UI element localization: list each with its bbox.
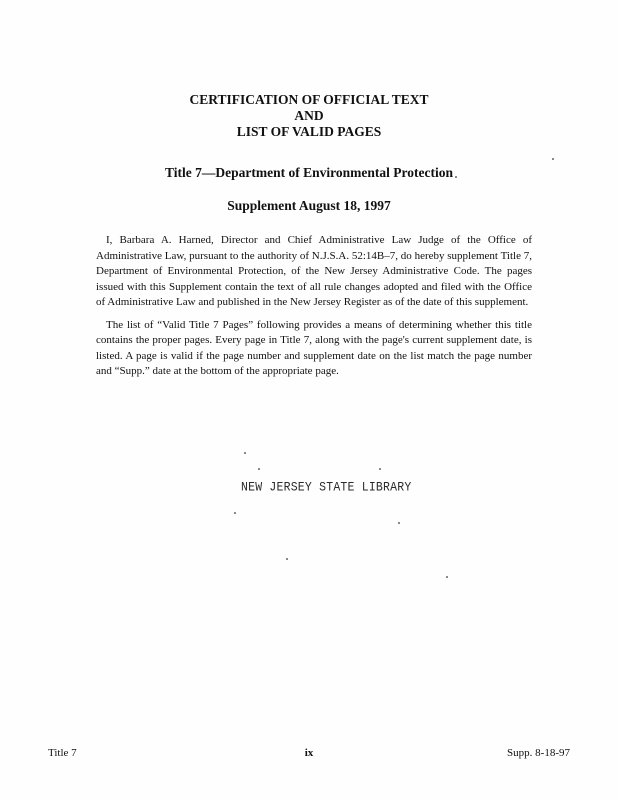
library-stamp: NEW JERSEY STATE LIBRARY [241,480,412,495]
title-heading: Title 7—Department of Environmental Protection [165,165,453,180]
supplement-date-heading: Supplement August 18, 1997 [227,198,391,213]
scan-speck [234,512,236,514]
heading-line-2: AND [294,108,324,123]
certification-heading [0,92,618,140]
scan-speck [455,176,457,178]
footer-supplement-date: Supp. 8-18-97 [507,747,570,759]
scan-speck [552,158,554,160]
scan-speck [379,468,381,470]
certification-paragraph: I, Barbara A. Harned, Director and Chief Administrative Law Judge of the Office of Administrative Law, pursuant to the authority of N.J.S.A. 52:14B–7, do hereby supplement Title 7, Department of Environmental Protection, of the New Jersey Administrative Code. The pages issued with this Supplement contain the text of all rule changes adopted and filed with the Office of Administrative Law and published in the New Jersey Register as of the date of this supplement. [96,234,532,308]
valid-pages-paragraph: The list of “Valid Title 7 Pages” following provides a means of determining whether this title contains the proper pages. Every page in Title 7, along with the page's current supplement date, is listed. A page is valid if the page number and supplement date on the list match the page number and “Supp.” date at the bottom of the appropriate page. [96,318,532,377]
scan-speck [286,558,288,560]
heading-line-1: CERTIFICATION OF OFFICIAL TEXT [189,92,429,107]
heading-line-3: LIST OF VALID PAGES [236,124,382,139]
scan-speck [446,576,448,578]
footer-title: Title 7 [48,747,77,759]
body-text [96,233,532,387]
scan-speck [398,522,400,524]
scan-speck [258,468,260,470]
scan-speck [244,452,246,454]
footer-page-number: ix [304,747,314,759]
